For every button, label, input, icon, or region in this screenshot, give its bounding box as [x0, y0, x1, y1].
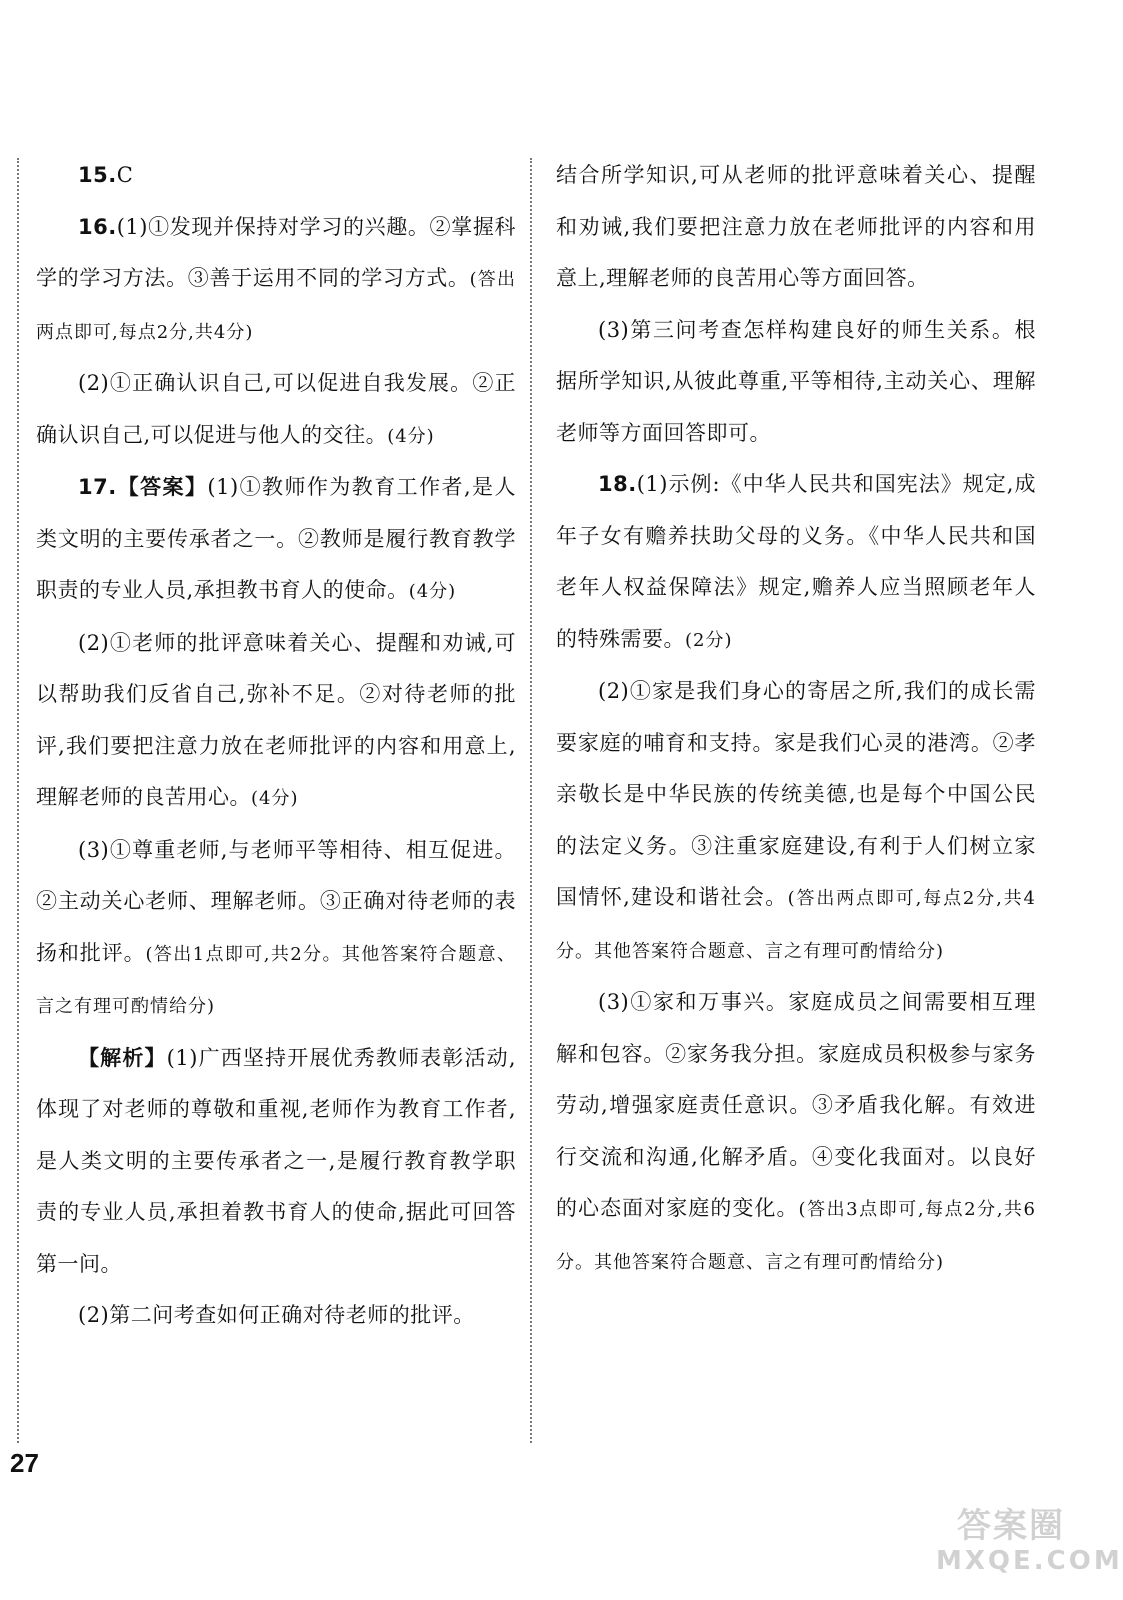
paragraph-text: (2)①老师的批评意味着关心、提醒和劝诫,可以帮助我们反省自己,弥补不足。②对待老师的批评,我们要把注意力放在老师批评的内容和用意上,理解老师的良苦用心。 — [36, 630, 516, 809]
question-number: 15. — [78, 163, 117, 187]
left-paragraph — [36, 202, 516, 359]
paragraph-text: (3)①家和万事兴。家庭成员之间需要相互理解和包容。②家务我分担。家庭成员积极参与家务劳动,增强家庭责任意识。③矛盾我化解。有效进行交流和沟通,化解矛盾。④变化我面对。以良好的心态面对家庭的变化。 — [556, 990, 1036, 1220]
question-number: 16. — [78, 214, 117, 239]
paragraph-text: 结合所学知识,可从老师的批评意味着关心、提醒和劝诫,我们要把注意力放在老师批评的内容和用意上,理解老师的良苦用心等方面回答。 — [556, 163, 1036, 290]
right-paragraph — [556, 150, 1036, 305]
paragraph-text: (2)①家是我们身心的寄居之所,我们的成长需要家庭的哺育和支持。家是我们心灵的港湾。②孝亲敬长是中华民族的传统美德,也是每个中国公民的法定义务。③注重家庭建设,有利于人们树立家国情怀,建设和谐社会。 — [556, 679, 1036, 909]
left-paragraph — [36, 618, 516, 825]
right-column — [556, 150, 1036, 1288]
left-paragraph — [36, 825, 516, 1033]
paragraph-text: (1)①教师作为教育工作者,是人类文明的主要传承者之一。②教师是履行教育教学职责的专业人员,承担教书育人的使命。 — [36, 475, 516, 602]
left-paragraph — [36, 1033, 516, 1291]
left-margin-rule — [17, 158, 19, 1443]
paragraph-text: (1)广西坚持开展优秀教师表彰活动,体现了对老师的尊敬和重视,老师作为教育工作者,是人类文明的主要传承者之一,是履行教育教学职责的专业人员,承担着教书育人的使命,据此可回答第一问。 — [36, 1045, 517, 1276]
score-note: (4分) — [387, 425, 435, 447]
paragraph-text: (1)示例:《中华人民共和国宪法》规定,成年子女有赡养扶助父母的义务。《中华人民共和国老年人权益保障法》规定,赡养人应当照顾老年人的特殊需要。 — [556, 472, 1036, 651]
right-paragraph — [556, 459, 1036, 666]
right-paragraph — [556, 305, 1036, 460]
paragraph-text: (3)第三问考查怎样构建良好的师生关系。根据所学知识,从彼此尊重,平等相待,主动关心、理解老师等方面回答即可。 — [556, 317, 1036, 445]
left-paragraph — [36, 1290, 516, 1342]
right-paragraph — [556, 666, 1036, 977]
question-number: 17. — [78, 475, 117, 499]
left-paragraph — [36, 150, 516, 202]
score-note: (答出1点即可,共2分。其他答案符合题意、言之有理可酌情给分) — [36, 943, 516, 1017]
left-paragraph — [36, 462, 516, 618]
score-note: (4分) — [251, 788, 299, 809]
paragraph-text: (2)第二问考查如何正确对待老师的批评。 — [78, 1303, 475, 1327]
score-note: (答出两点即可,每点2分,共4分。其他答案符合题意、言之有理可酌情给分) — [556, 888, 1036, 962]
watermark-logo: 答案圈 MXQE.COM — [936, 1506, 1123, 1576]
answer-tag: 【解析】 — [78, 1045, 167, 1070]
paragraph-text: C — [116, 163, 134, 187]
left-column — [36, 150, 516, 1342]
answer-tag: 【答案】 — [116, 475, 208, 499]
score-note: (答出3点即可,每点2分,共6分。其他答案符合题意、言之有理可酌情给分) — [556, 1199, 1036, 1273]
paragraph-text: (3)①尊重老师,与老师平等相待、相互促进。②主动关心老师、理解老师。③正确对待老师的表扬和批评。 — [36, 837, 516, 965]
question-number: 18. — [598, 472, 637, 496]
score-note: (4分) — [408, 581, 457, 602]
column-divider — [530, 158, 532, 1443]
paragraph-text: (1)①发现并保持对学习的兴趣。②掌握科学的学习方法。③善于运用不同的学习方式。 — [36, 214, 516, 290]
paragraph-text: (2)①正确认识自己,可以促进自我发展。②正确认识自己,可以促进与他人的交往。 — [36, 371, 516, 447]
score-note: (答出两点即可,每点2分,共4分) — [36, 269, 516, 343]
page-number: 27 — [10, 1448, 39, 1478]
left-paragraph — [36, 358, 516, 462]
score-note: (2分) — [685, 629, 733, 651]
right-paragraph — [556, 977, 1036, 1288]
